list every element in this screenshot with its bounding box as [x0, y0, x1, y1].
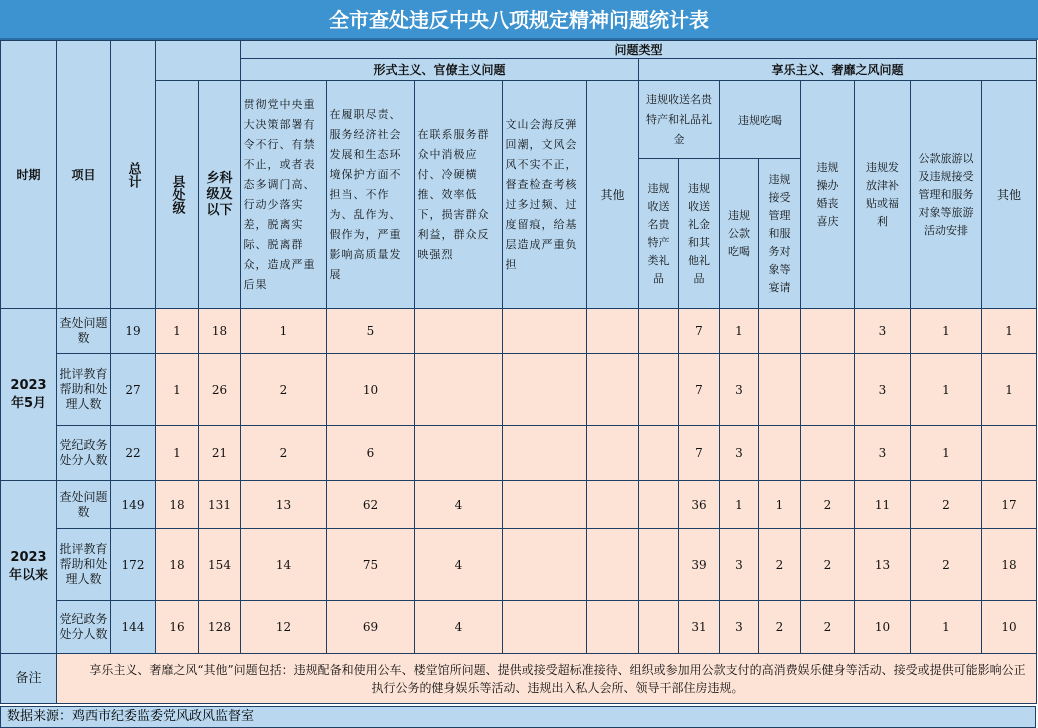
cell-township: 131	[199, 481, 241, 529]
cell-h3: 3	[720, 354, 759, 426]
cell-f3	[415, 426, 503, 481]
cell-township: 154	[199, 529, 241, 601]
cell-h5	[801, 354, 855, 426]
note-text: 享乐主义、奢靡之风“其他”问题包括：违规配备和使用公车、楼堂馆所问题、提供或接受超标准接待、组织或参加用公款支付的高消费娱乐健身等活动、接受或提供可能影响公正执行公务的健身娱乐等活动、违规出入私人会所、领导干部住房违规。	[57, 654, 1037, 704]
cell-county: 16	[156, 601, 199, 654]
cell-h1	[639, 426, 679, 481]
cell-h5: 2	[801, 601, 855, 654]
cell-f4	[503, 529, 587, 601]
row-label: 党纪政务处分人数	[57, 426, 111, 481]
cell-f2: 62	[327, 481, 415, 529]
cell-township: 26	[199, 354, 241, 426]
cell-township: 21	[199, 426, 241, 481]
cell-county: 1	[156, 426, 199, 481]
cell-h3: 3	[720, 601, 759, 654]
cell-f4	[503, 309, 587, 354]
cell-total: 149	[111, 481, 156, 529]
header-township: 乡科级及以下	[199, 81, 241, 309]
cell-h3: 3	[720, 426, 759, 481]
cell-h8	[982, 426, 1037, 481]
cell-h4	[759, 354, 801, 426]
cell-f1: 2	[241, 426, 327, 481]
cell-h8: 1	[982, 354, 1037, 426]
period-2023-may: 2023年5月	[1, 309, 57, 481]
cell-h7: 2	[911, 529, 982, 601]
cell-total: 172	[111, 529, 156, 601]
cell-total: 22	[111, 426, 156, 481]
cell-f5	[587, 354, 639, 426]
cell-f1: 1	[241, 309, 327, 354]
header-formalism-other: 其他	[587, 81, 639, 309]
header-county: 县处级	[156, 81, 199, 309]
cell-h1	[639, 601, 679, 654]
cell-h8: 10	[982, 601, 1037, 654]
cell-f5	[587, 426, 639, 481]
cell-h2: 7	[679, 426, 720, 481]
header-gift: 违规收送名贵特产和礼品礼金	[639, 81, 720, 159]
data-source: 数据来源：鸡西市纪委监委党风政风监督室	[0, 706, 1036, 728]
header-formalism-3: 在联系服务群众中消极应付、冷硬横推、效率低下，损害群众利益，群众反映强烈	[415, 81, 503, 309]
cell-h7: 2	[911, 481, 982, 529]
cell-h2: 36	[679, 481, 720, 529]
header-formalism-2: 在履职尽责、服务经济社会发展和生态环境保护方面不担当、不作为、乱作为、假作为，严重影响高质量发展	[327, 81, 415, 309]
cell-h4: 1	[759, 481, 801, 529]
cell-f2: 69	[327, 601, 415, 654]
cell-total: 144	[111, 601, 156, 654]
header-period: 时期	[1, 41, 57, 309]
cell-h2: 7	[679, 309, 720, 354]
cell-county: 1	[156, 354, 199, 426]
row-label: 批评教育帮助和处理人数	[57, 354, 111, 426]
cell-h6: 3	[855, 309, 911, 354]
cell-total: 19	[111, 309, 156, 354]
cell-h1	[639, 309, 679, 354]
row-label: 党纪政务处分人数	[57, 601, 111, 654]
cell-h6: 3	[855, 426, 911, 481]
cell-f1: 13	[241, 481, 327, 529]
cell-township: 18	[199, 309, 241, 354]
header-wedding: 违规操办婚丧喜庆	[801, 81, 855, 309]
cell-f3: 4	[415, 601, 503, 654]
header-meal: 违规吃喝	[720, 81, 801, 159]
header-hedonism-other: 其他	[982, 81, 1037, 309]
cell-h8: 17	[982, 481, 1037, 529]
cell-county: 1	[156, 309, 199, 354]
header-blank	[156, 41, 241, 81]
row-label: 批评教育帮助和处理人数	[57, 529, 111, 601]
cell-f4	[503, 481, 587, 529]
cell-f2: 5	[327, 309, 415, 354]
cell-h5	[801, 309, 855, 354]
cell-h3: 3	[720, 529, 759, 601]
statistics-table	[0, 40, 1037, 704]
cell-h8: 18	[982, 529, 1037, 601]
cell-h5	[801, 426, 855, 481]
cell-f3: 4	[415, 481, 503, 529]
table-title: 全市查处违反中央八项规定精神问题统计表	[0, 0, 1038, 40]
cell-f5	[587, 529, 639, 601]
cell-county: 18	[156, 481, 199, 529]
header-allowance: 违规发放津补贴或福利	[855, 81, 911, 309]
header-formalism: 形式主义、官僚主义问题	[241, 59, 639, 81]
cell-f2: 6	[327, 426, 415, 481]
cell-h6: 11	[855, 481, 911, 529]
header-hedonism: 享乐主义、奢靡之风问题	[639, 59, 1037, 81]
header-item: 项目	[57, 41, 111, 309]
cell-h5: 2	[801, 529, 855, 601]
cell-h6: 13	[855, 529, 911, 601]
cell-county: 18	[156, 529, 199, 601]
cell-h2: 7	[679, 354, 720, 426]
cell-f4	[503, 354, 587, 426]
cell-f5	[587, 481, 639, 529]
cell-h7: 1	[911, 426, 982, 481]
cell-h4: 2	[759, 529, 801, 601]
period-2023-ytd: 2023年以来	[1, 481, 57, 654]
header-gift-a: 违规收送名贵特产类礼品	[639, 159, 679, 309]
cell-f2: 10	[327, 354, 415, 426]
cell-f3	[415, 354, 503, 426]
cell-h1	[639, 481, 679, 529]
header-meal-b: 违规接受管理和服务对象等宴请	[759, 159, 801, 309]
cell-township: 128	[199, 601, 241, 654]
cell-h4: 2	[759, 601, 801, 654]
cell-h2: 31	[679, 601, 720, 654]
cell-f4	[503, 426, 587, 481]
header-gift-b: 违规收送礼金和其他礼品	[679, 159, 720, 309]
header-formalism-4: 文山会海反弹回潮，文风会风不实不正，督查检查考核过多过频、过度留痕，给基层造成严重负担	[503, 81, 587, 309]
cell-f2: 75	[327, 529, 415, 601]
cell-f3: 4	[415, 529, 503, 601]
header-travel: 公款旅游以及违规接受管理和服务对象等旅游活动安排	[911, 81, 982, 309]
header-meal-a: 违规公款吃喝	[720, 159, 759, 309]
cell-h1	[639, 354, 679, 426]
cell-h1	[639, 529, 679, 601]
cell-h4	[759, 426, 801, 481]
header-formalism-1: 贯彻党中央重大决策部署有令不行、有禁不止，或者表态多调门高、行动少落实差，脱离实际、脱离群众，造成严重后果	[241, 81, 327, 309]
cell-f3	[415, 309, 503, 354]
cell-f1: 12	[241, 601, 327, 654]
cell-f5	[587, 601, 639, 654]
header-total: 总计	[111, 41, 156, 309]
row-label: 查处问题数	[57, 309, 111, 354]
cell-f1: 2	[241, 354, 327, 426]
cell-h6: 10	[855, 601, 911, 654]
cell-h5: 2	[801, 481, 855, 529]
cell-f1: 14	[241, 529, 327, 601]
cell-h7: 1	[911, 601, 982, 654]
row-label: 查处问题数	[57, 481, 111, 529]
header-issue-type: 问题类型	[241, 41, 1037, 59]
cell-f4	[503, 601, 587, 654]
cell-f5	[587, 309, 639, 354]
cell-h4	[759, 309, 801, 354]
cell-h2: 39	[679, 529, 720, 601]
cell-total: 27	[111, 354, 156, 426]
cell-h3: 1	[720, 481, 759, 529]
cell-h7: 1	[911, 354, 982, 426]
cell-h7: 1	[911, 309, 982, 354]
cell-h8: 1	[982, 309, 1037, 354]
note-label: 备注	[1, 654, 57, 704]
cell-h6: 3	[855, 354, 911, 426]
cell-h3: 1	[720, 309, 759, 354]
